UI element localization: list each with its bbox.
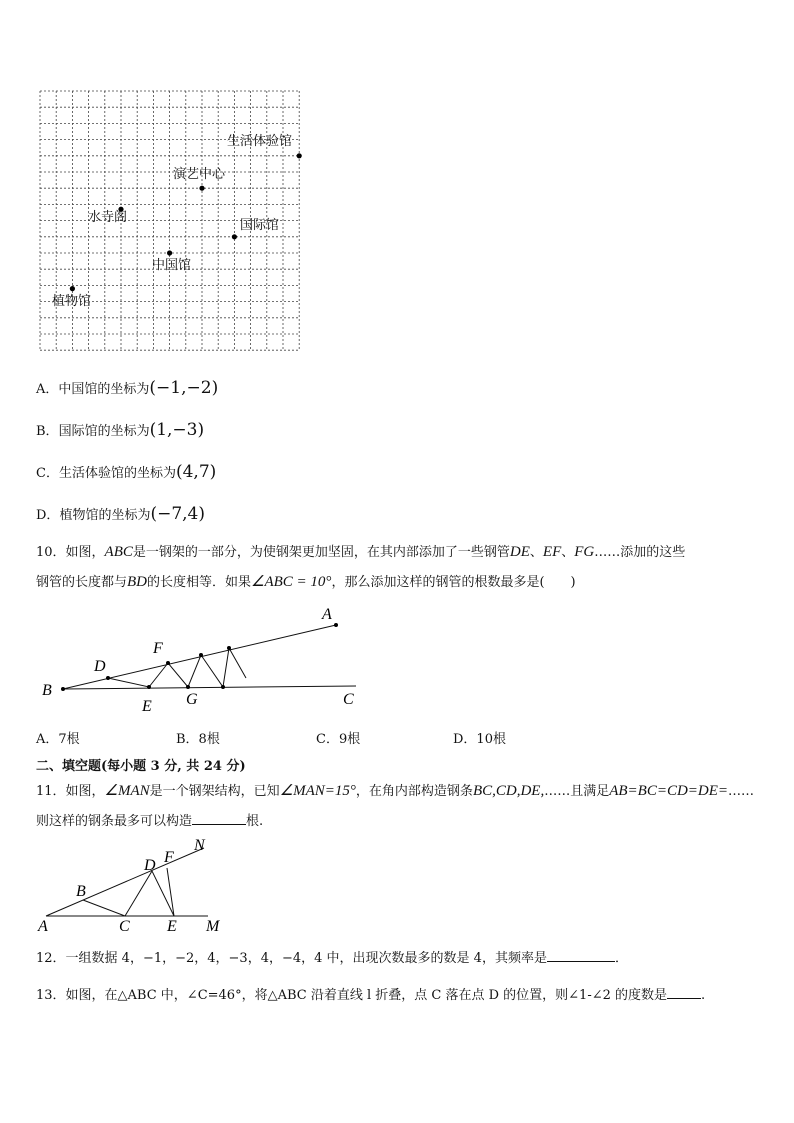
label-a: A [38, 918, 48, 935]
q12-answer-blank[interactable] [547, 949, 615, 962]
point-b [61, 687, 65, 691]
q13-line [36, 984, 705, 1003]
option-text: 植物馆的坐标为 [59, 508, 151, 523]
q10-line-1 [36, 541, 685, 561]
label-d: D [94, 658, 106, 675]
q11-text: 是一个钢架结构，已知 [149, 784, 280, 799]
q10-text: 是一钢架的一部分，为使钢架更加坚固，在其内部添加了一些钢管 [132, 545, 510, 560]
q10-figure [36, 600, 376, 715]
q10-abc: ABC [104, 544, 133, 560]
q13-text: 13．如图，在△ABC 中，∠C=46°，将△ABC 沿着直线 l 折叠，点 C 落在点 D 的位置，则∠1-∠2 的度数是 [36, 988, 668, 1003]
q9-option-d [36, 504, 205, 524]
q10-sep: 、 [561, 545, 575, 560]
option-letter: C． [36, 466, 59, 481]
q11-angle: ∠MAN [104, 783, 150, 799]
q10-option-b: B．8根 [176, 732, 220, 747]
place-label-演艺中心: 演艺中心 [173, 167, 226, 182]
place-label-植物馆: 植物馆 [52, 294, 92, 309]
label-g: G [186, 691, 198, 708]
zigzag-rods [108, 648, 246, 687]
option-text: 生活体验馆的坐标为 [58, 466, 176, 481]
label-b: B [42, 682, 52, 699]
q11-figure [36, 836, 226, 936]
label-e: E [142, 698, 152, 715]
option-coord: (−7,4) [150, 504, 205, 524]
label-n: N [194, 837, 205, 854]
q10-fg: FG [574, 544, 595, 560]
q11-text: …… [728, 784, 755, 799]
q13-answer-blank[interactable] [667, 986, 701, 999]
q9-option-c [36, 462, 216, 482]
q11-text: 则这样的钢条最多可以构造 [36, 814, 193, 829]
q10-text: ，那么添加这样的钢管的根数最多是( ) [331, 575, 576, 590]
q10-text: ……添加的这些 [594, 545, 686, 560]
q10-ef: EF [542, 544, 562, 560]
label-f: F [164, 849, 174, 866]
label-a: A [322, 606, 332, 623]
steel-bars [83, 868, 174, 916]
point-g [186, 685, 190, 689]
label-e: E [167, 918, 177, 935]
ray-bc [63, 686, 356, 689]
place-point-4 [167, 250, 172, 255]
q11-segments: BC,CD,DE, [472, 783, 545, 799]
option-coord: (1,−3) [149, 420, 205, 440]
place-point-1 [199, 186, 204, 191]
point-i [221, 685, 225, 689]
label-b: B [76, 883, 86, 900]
q9-option-a [36, 378, 218, 398]
place-point-0 [297, 153, 302, 158]
q10-text: 的长度相等．如果 [147, 575, 252, 590]
q11-text: 根. [246, 814, 264, 829]
label-c: C [119, 918, 130, 935]
label-c: C [343, 691, 354, 708]
q11-equality: AB=BC=CD=DE= [609, 783, 729, 799]
q10-option-c: C．9根 [316, 732, 361, 747]
option-letter: D． [36, 508, 60, 523]
q11-line-1 [36, 780, 754, 800]
option-coord: (−1,−2) [149, 378, 219, 398]
label-f: F [153, 640, 163, 657]
q10-line-2 [36, 571, 576, 591]
place-label-国际馆: 国际馆 [240, 218, 280, 233]
option-letter: B． [36, 424, 59, 439]
q10-sep: 、 [529, 545, 543, 560]
q10-option-a: A．7根 [36, 732, 80, 747]
q11-line-2 [36, 810, 263, 829]
place-point-3 [232, 234, 237, 239]
point-h [199, 653, 203, 657]
label-m: M [206, 918, 220, 935]
q10-text: 钢管的长度都与 [36, 575, 128, 590]
grid-map-figure [30, 85, 310, 357]
point-j [227, 646, 231, 650]
q11-text: 11．如图， [36, 784, 105, 799]
q13-text: . [701, 988, 706, 1003]
point-f [166, 661, 170, 665]
q12-text: 12．一组数据 4，−1，−2，4，−3，4，−4，4 中，出现次数最多的数是 4，其频率是 [36, 951, 547, 966]
q10-angle: ∠ABC = 10° [251, 574, 332, 590]
q10-option-d: D．10根 [453, 732, 506, 747]
place-label-水寺阁: 水寺阁 [88, 210, 128, 225]
place-label-生活体验馆: 生活体验馆 [227, 134, 293, 149]
ray-an [46, 848, 204, 916]
q11-text: ……且满足 [544, 784, 610, 799]
place-point-5 [70, 286, 75, 291]
q12-text: ． [614, 951, 628, 966]
ray-ba [63, 625, 336, 689]
point-a [334, 623, 338, 627]
place-label-中国馆: 中国馆 [152, 258, 192, 273]
q11-angle-value: ∠MAN=15° [279, 783, 356, 799]
option-coord: (4,7) [175, 462, 217, 482]
q11-text: ，在角内部构造钢条 [355, 784, 473, 799]
point-d [106, 676, 110, 680]
section-2-title: 二、填空题(每小题 3 分, 共 24 分) [36, 759, 246, 774]
point-e [147, 685, 151, 689]
option-text: 中国馆的坐标为 [58, 382, 150, 397]
q10-de: DE [509, 544, 530, 560]
q10-bd: BD [127, 574, 148, 590]
option-text: 国际馆的坐标为 [58, 424, 150, 439]
q9-option-b [36, 420, 204, 440]
label-d: D [144, 857, 156, 874]
q11-answer-blank[interactable] [192, 812, 246, 825]
q12-line [36, 947, 628, 966]
option-letter: A． [36, 382, 59, 397]
q10-number: 10．如图， [36, 545, 105, 560]
